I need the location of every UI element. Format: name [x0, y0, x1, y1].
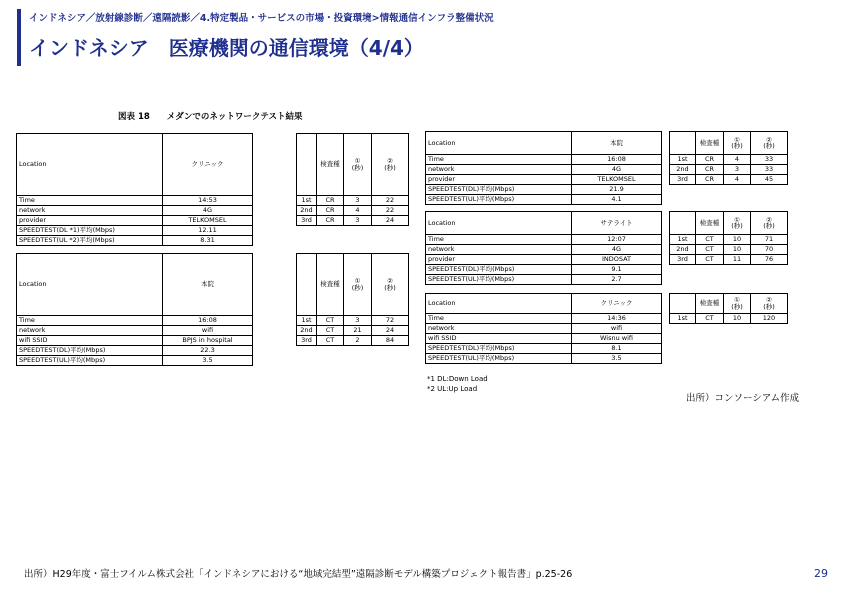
row-label: SPEEDTEST(UL)平均(Mbps) [426, 275, 572, 285]
row-label: Time [426, 314, 572, 324]
row-value: 3.5 [572, 354, 662, 364]
test-header-1: 検査種 [696, 294, 724, 314]
row-value: 16:08 [163, 316, 253, 326]
column-gap [662, 294, 670, 364]
test-header-2: ① (秒) [724, 212, 751, 235]
location-value: サテライト [572, 212, 662, 235]
row-label: network [17, 326, 163, 336]
test-cell: 3rd [670, 255, 696, 265]
network-test-table-1 [16, 133, 409, 246]
empty-cell [297, 356, 317, 366]
row-value: INDOSAT [572, 255, 662, 265]
page-title: インドネシア 医療機関の通信環境（4/4） [29, 36, 424, 60]
location-label: Location [17, 254, 163, 316]
table-row [426, 344, 788, 354]
test-cell: 4 [344, 206, 372, 216]
table-row [17, 346, 409, 356]
network-test-table-3 [425, 131, 788, 205]
empty-cell [696, 275, 724, 285]
test-cell: 84 [372, 336, 409, 346]
empty-cell [724, 324, 751, 334]
column-gap [253, 134, 297, 246]
test-header-3: ② (秒) [751, 294, 788, 314]
table-row [426, 275, 788, 285]
empty-cell [696, 354, 724, 364]
footnote-dl: *1 DL:Down Load [427, 375, 488, 383]
empty-cell [344, 226, 372, 236]
test-header-2: ① (秒) [344, 134, 372, 196]
test-cell: 2nd [297, 326, 317, 336]
empty-cell [317, 236, 344, 246]
empty-cell [344, 356, 372, 366]
test-cell: 10 [724, 235, 751, 245]
empty-cell [751, 195, 788, 205]
empty-cell [372, 226, 409, 236]
empty-cell [670, 324, 696, 334]
column-gap [662, 212, 670, 285]
row-value: 4G [163, 206, 253, 216]
test-order-header [297, 254, 317, 316]
test-cell: CR [696, 175, 724, 185]
table-row [426, 195, 788, 205]
empty-cell [344, 346, 372, 356]
empty-cell [696, 324, 724, 334]
test-cell: CR [317, 216, 344, 226]
row-label: wifi SSID [17, 336, 163, 346]
row-label: wifi SSID [426, 334, 572, 344]
table-row [426, 334, 788, 344]
empty-cell [724, 344, 751, 354]
row-label: provider [426, 255, 572, 265]
row-value: 12:07 [572, 235, 662, 245]
row-value: 4.1 [572, 195, 662, 205]
row-label: SPEEDTEST(UL)平均(Mbps) [17, 356, 163, 366]
column-gap [662, 132, 670, 205]
test-header-1: 検査種 [317, 134, 344, 196]
test-header-3: ② (秒) [751, 212, 788, 235]
row-value: 21.9 [572, 185, 662, 195]
table-header-row [426, 132, 788, 155]
row-value: TELKOMSEL [572, 175, 662, 185]
location-label: Location [426, 212, 572, 235]
row-label: SPEEDTEST(DL)平均(Mbps) [426, 185, 572, 195]
row-value: 9.1 [572, 265, 662, 275]
empty-cell [317, 356, 344, 366]
test-header-1: 検査種 [317, 254, 344, 316]
location-value: 本院 [163, 254, 253, 316]
test-cell: 1st [297, 196, 317, 206]
table-row [17, 236, 409, 246]
table-row [426, 235, 788, 245]
test-cell: CR [696, 165, 724, 175]
footer-source: 出所）H29年度・富士フイルム株式会社「インドネシアにおける“地域完結型”遠隔診断モデル構築プロジェクト報告書」p.25-26 [24, 569, 573, 580]
test-header-2: ① (秒) [724, 132, 751, 155]
row-label: provider [17, 216, 163, 226]
test-cell: CR [317, 206, 344, 216]
test-cell: 33 [751, 155, 788, 165]
header-accent-bar [17, 9, 21, 66]
test-cell: 22 [372, 206, 409, 216]
table-row [426, 165, 788, 175]
test-cell: 3rd [297, 336, 317, 346]
table-header-row [426, 294, 788, 314]
table-row [426, 155, 788, 165]
empty-cell [317, 346, 344, 356]
test-cell: CT [696, 245, 724, 255]
empty-cell [751, 275, 788, 285]
test-header-1: 検査種 [696, 212, 724, 235]
empty-cell [724, 275, 751, 285]
test-cell: 21 [344, 326, 372, 336]
row-value: wifi [163, 326, 253, 336]
table-row [17, 326, 409, 336]
row-value: 16:08 [572, 155, 662, 165]
empty-cell [297, 346, 317, 356]
test-order-header [670, 212, 696, 235]
empty-cell [372, 346, 409, 356]
test-cell: 1st [297, 316, 317, 326]
empty-cell [751, 344, 788, 354]
empty-cell [372, 356, 409, 366]
test-header-3: ② (秒) [372, 134, 409, 196]
row-value: 22.3 [163, 346, 253, 356]
test-cell: 1st [670, 155, 696, 165]
table-row [426, 255, 788, 265]
figure-caption: 図表 18 メダンでのネットワークテスト結果 [118, 112, 303, 122]
test-cell: CT [317, 316, 344, 326]
row-value: 14:36 [572, 314, 662, 324]
empty-cell [670, 275, 696, 285]
empty-cell [724, 185, 751, 195]
empty-cell [670, 195, 696, 205]
test-cell: 76 [751, 255, 788, 265]
empty-cell [724, 334, 751, 344]
test-cell: CR [696, 155, 724, 165]
row-value: 2.7 [572, 275, 662, 285]
empty-cell [751, 324, 788, 334]
table-row [426, 175, 788, 185]
empty-cell [297, 236, 317, 246]
table-row [426, 245, 788, 255]
table-header-row [17, 134, 409, 196]
test-cell: CT [696, 255, 724, 265]
row-value: wifi [572, 324, 662, 334]
table-row [17, 316, 409, 326]
test-cell: 33 [751, 165, 788, 175]
table-row [17, 216, 409, 226]
test-cell: 2nd [670, 165, 696, 175]
row-label: network [17, 206, 163, 216]
test-cell: 3 [344, 196, 372, 206]
table-row [17, 226, 409, 236]
row-label: Time [426, 235, 572, 245]
row-value: 4G [572, 165, 662, 175]
table-row [426, 265, 788, 275]
row-label: SPEEDTEST(DL)平均(Mbps) [426, 265, 572, 275]
location-label: Location [426, 294, 572, 314]
empty-cell [670, 354, 696, 364]
location-value: クリニック [163, 134, 253, 196]
table-row [426, 324, 788, 334]
table-row [17, 356, 409, 366]
row-label: network [426, 245, 572, 255]
test-cell: 22 [372, 196, 409, 206]
table-header-row [17, 254, 409, 316]
test-cell: 10 [724, 314, 751, 324]
test-order-header [297, 134, 317, 196]
test-cell: 3rd [297, 216, 317, 226]
row-label: SPEEDTEST(UL)平均(Mbps) [426, 354, 572, 364]
row-label: network [426, 165, 572, 175]
row-value: 12.11 [163, 226, 253, 236]
footnote-ul: *2 UL:Up Load [427, 385, 478, 393]
test-cell: 2 [344, 336, 372, 346]
empty-cell [724, 195, 751, 205]
table-row [17, 196, 409, 206]
location-label: Location [17, 134, 163, 196]
row-value: TELKOMSEL [163, 216, 253, 226]
empty-cell [317, 226, 344, 236]
empty-cell [297, 226, 317, 236]
test-order-header [670, 132, 696, 155]
test-cell: 2nd [670, 245, 696, 255]
empty-cell [670, 185, 696, 195]
empty-cell [724, 265, 751, 275]
empty-cell [696, 185, 724, 195]
location-label: Location [426, 132, 572, 155]
test-cell: 1st [670, 314, 696, 324]
test-cell: CT [696, 314, 724, 324]
row-value: Wisnu wifi [572, 334, 662, 344]
test-header-2: ① (秒) [724, 294, 751, 314]
row-label: Time [17, 316, 163, 326]
test-cell: 71 [751, 235, 788, 245]
network-test-table-2 [16, 253, 409, 366]
empty-cell [751, 354, 788, 364]
test-cell: 2nd [297, 206, 317, 216]
row-label: network [426, 324, 572, 334]
test-cell: 120 [751, 314, 788, 324]
test-header-3: ② (秒) [751, 132, 788, 155]
table-row [17, 336, 409, 346]
test-cell: 24 [372, 216, 409, 226]
table-header-row [426, 212, 788, 235]
test-cell: CT [317, 326, 344, 336]
test-cell: 4 [724, 155, 751, 165]
table-row [426, 314, 788, 324]
test-header-1: 検査種 [696, 132, 724, 155]
row-label: SPEEDTEST(UL)平均(Mbps) [426, 195, 572, 205]
page-number: 29 [814, 567, 828, 580]
test-cell: 3 [344, 216, 372, 226]
row-value: BPJS in hospital [163, 336, 253, 346]
test-cell: CT [696, 235, 724, 245]
test-cell: 24 [372, 326, 409, 336]
test-cell: 72 [372, 316, 409, 326]
test-order-header [670, 294, 696, 314]
empty-cell [751, 265, 788, 275]
row-value: 8.1 [572, 344, 662, 354]
source-note: 出所）コンソーシアム作成 [686, 393, 800, 404]
test-cell: 3rd [670, 175, 696, 185]
network-test-table-4 [425, 211, 788, 285]
test-cell: CT [317, 336, 344, 346]
row-value: 8.31 [163, 236, 253, 246]
test-cell: 70 [751, 245, 788, 255]
table-row [426, 354, 788, 364]
empty-cell [696, 195, 724, 205]
empty-cell [751, 334, 788, 344]
empty-cell [670, 334, 696, 344]
test-cell: CR [317, 196, 344, 206]
location-value: クリニック [572, 294, 662, 314]
table-row [426, 185, 788, 195]
row-label: SPEEDTEST(DL)平均(Mbps) [17, 346, 163, 356]
row-value: 14:53 [163, 196, 253, 206]
empty-cell [696, 344, 724, 354]
network-test-table-5 [425, 293, 788, 364]
location-value: 本院 [572, 132, 662, 155]
row-value: 3.5 [163, 356, 253, 366]
test-cell: 10 [724, 245, 751, 255]
empty-cell [670, 265, 696, 275]
test-header-3: ② (秒) [372, 254, 409, 316]
row-value: 4G [572, 245, 662, 255]
table-row [17, 206, 409, 216]
row-label: provider [426, 175, 572, 185]
row-label: SPEEDTEST(DL *1)平均(Mbps) [17, 226, 163, 236]
row-label: SPEEDTEST(DL)平均(Mbps) [426, 344, 572, 354]
row-label: SPEEDTEST(UL *2)平均(Mbps) [17, 236, 163, 246]
row-label: Time [426, 155, 572, 165]
empty-cell [696, 334, 724, 344]
test-cell: 1st [670, 235, 696, 245]
test-cell: 45 [751, 175, 788, 185]
empty-cell [751, 185, 788, 195]
empty-cell [372, 236, 409, 246]
breadcrumb: インドネシア／放射線診断／遠隔読影／4.特定製品・サービスの市場・投資環境>情報通信インフラ整備状況 [29, 13, 494, 24]
empty-cell [344, 236, 372, 246]
test-cell: 3 [724, 165, 751, 175]
test-cell: 11 [724, 255, 751, 265]
empty-cell [670, 344, 696, 354]
empty-cell [724, 354, 751, 364]
test-header-2: ① (秒) [344, 254, 372, 316]
column-gap [253, 254, 297, 366]
test-cell: 3 [344, 316, 372, 326]
test-cell: 4 [724, 175, 751, 185]
row-label: Time [17, 196, 163, 206]
empty-cell [696, 265, 724, 275]
